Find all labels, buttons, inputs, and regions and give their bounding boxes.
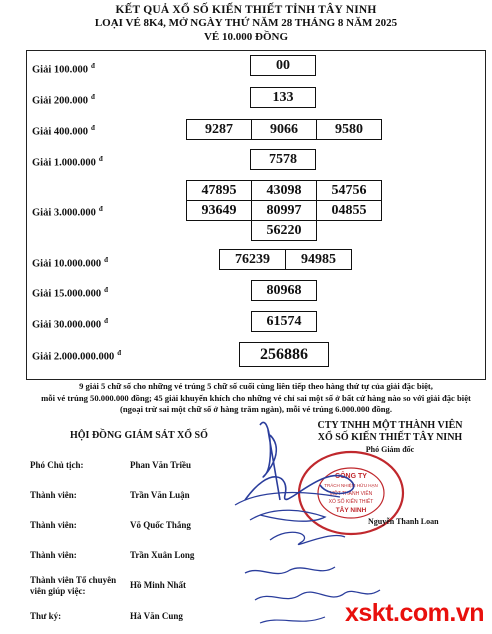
member-role: Thành viên Tổ chuyên viên giúp việc:: [30, 575, 117, 596]
prize-number: 76239: [219, 249, 286, 270]
prize-number: 47895: [186, 180, 252, 201]
ticket-price: VÉ 10.000 ĐỒNG: [203, 31, 289, 43]
prize-number: 93649: [186, 200, 252, 221]
ticket-type-date: LOẠI VÉ 8K4, MỞ NGÀY THỨ NĂM 28 THÁNG 8 NĂM 2025: [94, 17, 398, 29]
member-name: Hà Văn Cung: [130, 611, 183, 621]
prize-label-15m: Giải 15.000.000 $^đ$: [32, 286, 109, 300]
signer-name: Nguyễn Thanh Loan: [368, 517, 439, 526]
supervision-title: HỘI ĐỒNG GIÁM SÁT XỔ SỐ: [70, 430, 208, 441]
prize-number: 56220: [251, 220, 317, 241]
prize-number: 133: [250, 87, 316, 108]
prize-label-10m: Giải 10.000.000 $^đ$: [32, 256, 109, 270]
prize-label-100k: Giải 100.000 $^đ$: [32, 62, 95, 76]
member-name: Võ Quốc Thắng: [130, 520, 191, 530]
document-title: KẾT QUẢ XỔ SỐ KIẾN THIẾT TỈNH TÂY NINH: [115, 4, 377, 16]
member-role: Thành viên:: [30, 520, 77, 530]
signer-title: Phó Giám đốc: [365, 445, 415, 454]
seal-text: MỘT THÀNH VIÊN: [329, 491, 373, 497]
member-name: Trần Xuân Long: [130, 550, 195, 560]
member-name: Phan Văn Triều: [130, 460, 192, 470]
prize-number: 04855: [316, 200, 382, 221]
seal-text: TÂY NINH: [335, 507, 367, 514]
seal-text: XỔ SỐ KIẾN THIẾT: [328, 499, 374, 505]
member-role: Phó Chủ tịch:: [30, 460, 84, 470]
member-role: Thành viên:: [30, 550, 77, 560]
prize-number: 80968: [251, 280, 317, 301]
company-name-line1: CTY TNHH MỘT THÀNH VIÊN: [317, 420, 463, 431]
prize-number: 43098: [251, 180, 317, 201]
prize-number: 61574: [251, 311, 317, 332]
prize-label-400k: Giải 400.000 $^đ$: [32, 124, 95, 138]
prize-number: 7578: [250, 149, 316, 170]
prize-label-special: Giải 2.000.000.000 $^đ$: [32, 349, 122, 363]
prize-number: 9580: [316, 119, 382, 140]
seal-text: TRÁCH NHIỆM HỮU HẠN: [324, 483, 378, 488]
prize-number: 94985: [285, 249, 352, 270]
watermark-logo: xskt.com.vn: [344, 599, 484, 627]
prize-label-200k: Giải 200.000 $^đ$: [32, 93, 95, 107]
prize-number: 00: [250, 55, 316, 76]
prize-number: 9287: [186, 119, 252, 140]
signatures: [230, 405, 420, 630]
prize-number: 9066: [251, 119, 317, 140]
company-name-line2: XỔ SỐ KIẾN THIẾT TÂY NINH: [317, 432, 463, 443]
member-role: Thành viên:: [30, 490, 77, 500]
prize-label-3m: Giải 3.000.000 $^đ$: [32, 205, 103, 219]
prize-label-1m: Giải 1.000.000 $^đ$: [32, 155, 103, 169]
prize-number: 80997: [251, 200, 317, 221]
prize-number: 54756: [316, 180, 382, 201]
prize-note: 9 giải 5 chữ số cho những vé trúng 5 chữ số cuối cùng liên tiếp theo hàng thứ tự của giải đặc biệt, mỗi vé trúng 50.000.000 đồng; 45 giải khuyến khích cho những vé chỉ sai một số ở bất cứ hàng nào so với giải đặc biệt (ngoại trừ sai một chữ số ở hàng trăm ngàn), mỗi vé trúng 6.000.000 đồng.: [41, 381, 471, 414]
member-name: Hồ Minh Nhất: [130, 580, 187, 590]
special-prize-number: 256886: [239, 342, 329, 367]
seal-text: CÔNG TY: [335, 473, 367, 480]
member-name: Trần Văn Luận: [130, 490, 190, 500]
prize-label-30m: Giải 30.000.000 $^đ$: [32, 317, 109, 331]
member-role: Thư ký:: [30, 611, 62, 621]
